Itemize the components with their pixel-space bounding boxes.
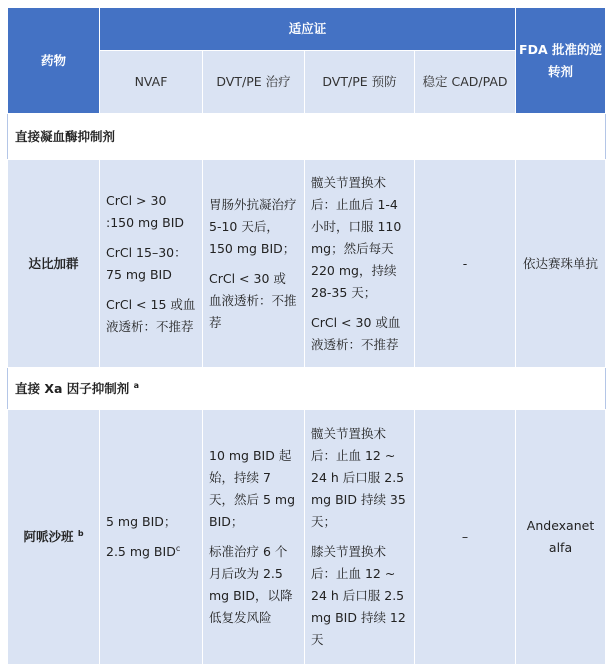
- footnote-mark: b: [77, 528, 84, 538]
- drug-name: 达比加群: [8, 160, 100, 368]
- dvt-treatment-cell: [203, 410, 305, 665]
- dvt-prevention-dose: 髋关节置换术后：止血后 1-4 小时，口服 110 mg；然后每天 220 mg，持续 28-35 天；: [311, 174, 402, 300]
- footnote-mark: a: [133, 380, 140, 390]
- dvt-prevention-dose: 髋关节置换术后：止血 12 ~ 24 h 后口服 2.5 mg BID 持续 35 天；: [311, 426, 406, 529]
- section-title-text: 直接 Xa 因子抑制剂: [15, 380, 130, 396]
- header-dvt-prevention: DVT/PE 预防: [305, 51, 415, 114]
- nvaf-dose: CrCl > 30 :150 mg BID: [106, 192, 185, 230]
- nvaf-dose-line: [106, 541, 196, 563]
- section-title: [8, 114, 606, 160]
- nvaf-dose: CrCl < 15 或血液透析：不推荐: [106, 296, 196, 334]
- dvt-prevention-dose: 膝关节置换术后：止血 12 ~ 24 h 后口服 2.5 mg BID 持续 12 天: [311, 544, 406, 647]
- nvaf-dose: CrCl 15–30：75 mg BID: [106, 244, 187, 282]
- dvt-treatment-dose: 胃肠外抗凝治疗 5-10 天后，150 mg BID；: [209, 196, 297, 256]
- section-title-text: 直接凝血酶抑制剂: [15, 128, 116, 144]
- dvt-prevention-dose: CrCl < 30 或血液透析：不推荐: [311, 314, 401, 352]
- header-reversal: FDA 批准的逆转剂: [516, 8, 606, 114]
- dvt-treatment-cell: [203, 160, 305, 368]
- dvt-treatment-dose: 标准治疗 6 个月后改为 2.5 mg BID，以降低复发风险: [209, 544, 293, 625]
- cad-pad-cell: -: [415, 160, 516, 368]
- header-dvt-treatment: DVT/PE 治疗: [203, 51, 305, 114]
- drug-row: [8, 410, 606, 665]
- header-drug: 药物: [8, 8, 100, 114]
- footnote-mark: c: [175, 543, 181, 553]
- section-title: [8, 368, 606, 410]
- anticoagulant-table: [7, 7, 606, 665]
- cad-pad-cell: –: [415, 410, 516, 665]
- header-row-top: [8, 8, 606, 51]
- header-indication: 适应证: [100, 8, 516, 51]
- drug-name: 阿哌沙班: [23, 529, 74, 544]
- nvaf-cell: [100, 160, 203, 368]
- drug-name-cell: [8, 410, 100, 665]
- section-row: [8, 114, 606, 160]
- dvt-treatment-dose: CrCl < 30 或血液透析：不推荐: [209, 270, 297, 330]
- dvt-treatment-dose: 10 mg BID 起始，持续 7 天，然后 5 mg BID；: [209, 448, 296, 529]
- nvaf-dose: 2.5 mg BID: [106, 544, 176, 559]
- drug-row: [8, 160, 606, 368]
- dvt-prevention-cell: [305, 160, 415, 368]
- header-nvaf: NVAF: [100, 51, 203, 114]
- section-row: [8, 368, 606, 410]
- nvaf-cell: [100, 410, 203, 665]
- dvt-prevention-cell: [305, 410, 415, 665]
- reversal-agent: Andexanet alfa: [516, 410, 606, 665]
- header-cad-pad: 稳定 CAD/PAD: [415, 51, 516, 114]
- reversal-agent: 依达赛珠单抗: [516, 160, 606, 368]
- nvaf-dose: 5 mg BID；: [106, 514, 177, 529]
